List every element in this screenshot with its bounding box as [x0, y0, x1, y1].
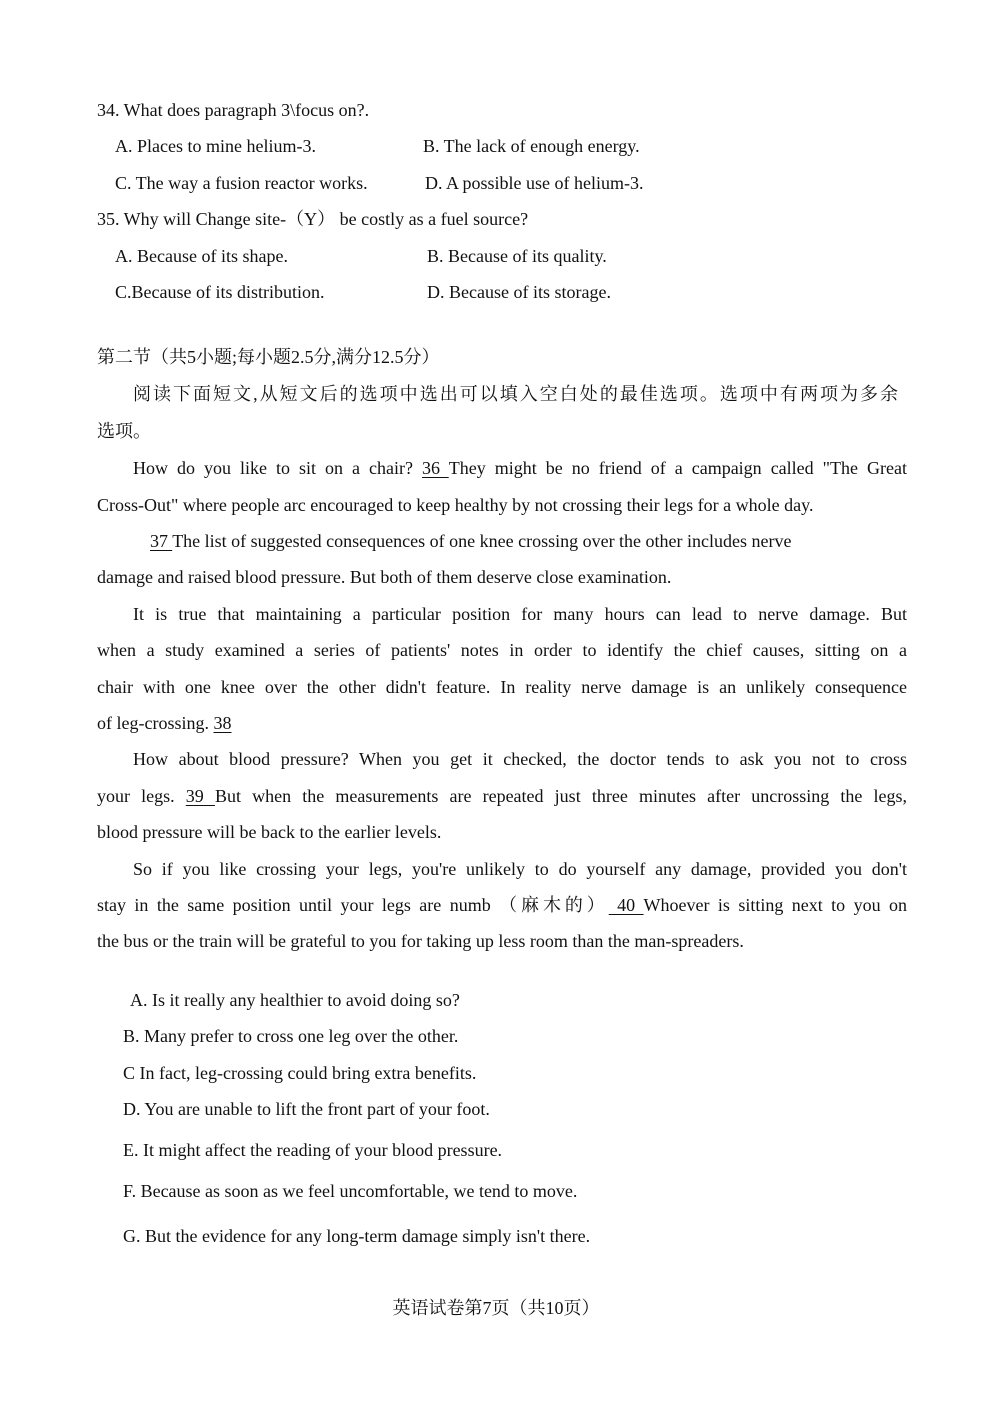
passage-paragraph-2-line-2: damage and raised blood pressure. But both of them deserve close examination.: [97, 567, 672, 587]
blank-37: 37: [150, 531, 173, 551]
option-e: E. It might affect the reading of your blood pressure.: [123, 1140, 503, 1160]
passage-paragraph-5-line-1: So if you like crossing your legs, you're unlikely to do yourself any damage, provided you don't: [133, 859, 907, 879]
passage-paragraph-5-line-2: stay in the same position until your legs are numb （麻木的） 40 Whoever is sitting next to you on: [97, 895, 907, 915]
question-35-option-d: D. Because of its storage.: [427, 282, 611, 302]
passage-paragraph-3-line-3: chair with one knee over the other didn't feature. In reality nerve damage is an unlikely consequence: [97, 677, 907, 697]
option-d: D. You are unable to lift the front part of your foot.: [123, 1099, 490, 1119]
question-35-stem: 35. Why will Change site-（Y） be costly as a fuel source?: [97, 209, 529, 229]
passage-paragraph-1-line-2: Cross-Out" where people arc encouraged to keep healthy by not crossing their legs for a whole day.: [97, 495, 814, 515]
blank-40: 40: [608, 895, 644, 915]
option-a: A. Is it really any healthier to avoid doing so?: [130, 990, 460, 1010]
blank-38: 38: [213, 713, 232, 733]
passage-paragraph-1-line-1: How do you like to sit on a chair? 36 They might be no friend of a campaign called "The Great: [133, 458, 907, 478]
question-34-stem: 34. What does paragraph 3\focus on?.: [97, 100, 370, 120]
page-footer: 英语试卷第7页（共10页）: [392, 1298, 600, 1318]
blank-39: 39: [185, 786, 215, 806]
passage-paragraph-4-line-3: blood pressure will be back to the earlier levels.: [97, 822, 442, 842]
passage-paragraph-4-line-2: your legs. 39 But when the measurements are repeated just three minutes after uncrossing the legs,: [97, 786, 907, 806]
passage-paragraph-4-line-1: How about blood pressure? When you get it checked, the doctor tends to ask you not to cross: [133, 749, 907, 769]
option-g: G. But the evidence for any long-term damage simply isn't there.: [123, 1226, 591, 1246]
blank-36: 36: [422, 458, 449, 478]
passage-paragraph-3-line-4: of leg-crossing. 38: [97, 713, 232, 733]
option-c: C In fact, leg-crossing could bring extra benefits.: [123, 1063, 477, 1083]
passage-paragraph-3-line-1: It is true that maintaining a particular position for many hours can lead to nerve damage. But: [133, 604, 907, 624]
question-34-option-a: A. Places to mine helium-3.: [115, 136, 316, 156]
question-35-option-b: B. Because of its quality.: [427, 246, 607, 266]
option-b: B. Many prefer to cross one leg over the other.: [123, 1026, 459, 1046]
section-heading: 第二节（共5小题;每小题2.5分,满分12.5分）: [97, 347, 440, 367]
question-34-option-b: B. The lack of enough energy.: [423, 136, 640, 156]
question-35-option-c: C.Because of its distribution.: [115, 282, 325, 302]
option-f: F. Because as soon as we feel uncomfortable, we tend to move.: [123, 1181, 578, 1201]
question-35-option-a: A. Because of its shape.: [115, 246, 288, 266]
section-instructions-line-2: 选项。: [97, 421, 151, 441]
question-34-option-d: D. A possible use of helium-3.: [425, 173, 644, 193]
passage-paragraph-3-line-2: when a study examined a series of patients' notes in order to identify the chief causes, sitting on a: [97, 640, 907, 660]
passage-paragraph-2-line-1: 37 The list of suggested consequences of one knee crossing over the other includes nerve: [150, 531, 792, 551]
question-34-option-c: C. The way a fusion reactor works.: [115, 173, 368, 193]
passage-paragraph-5-line-3: the bus or the train will be grateful to you for taking up less room than the man-spreaders.: [97, 931, 744, 951]
section-instructions-line-1: 阅读下面短文,从短文后的选项中选出可以填入空白处的最佳选项。选项中有两项为多余: [133, 384, 898, 404]
